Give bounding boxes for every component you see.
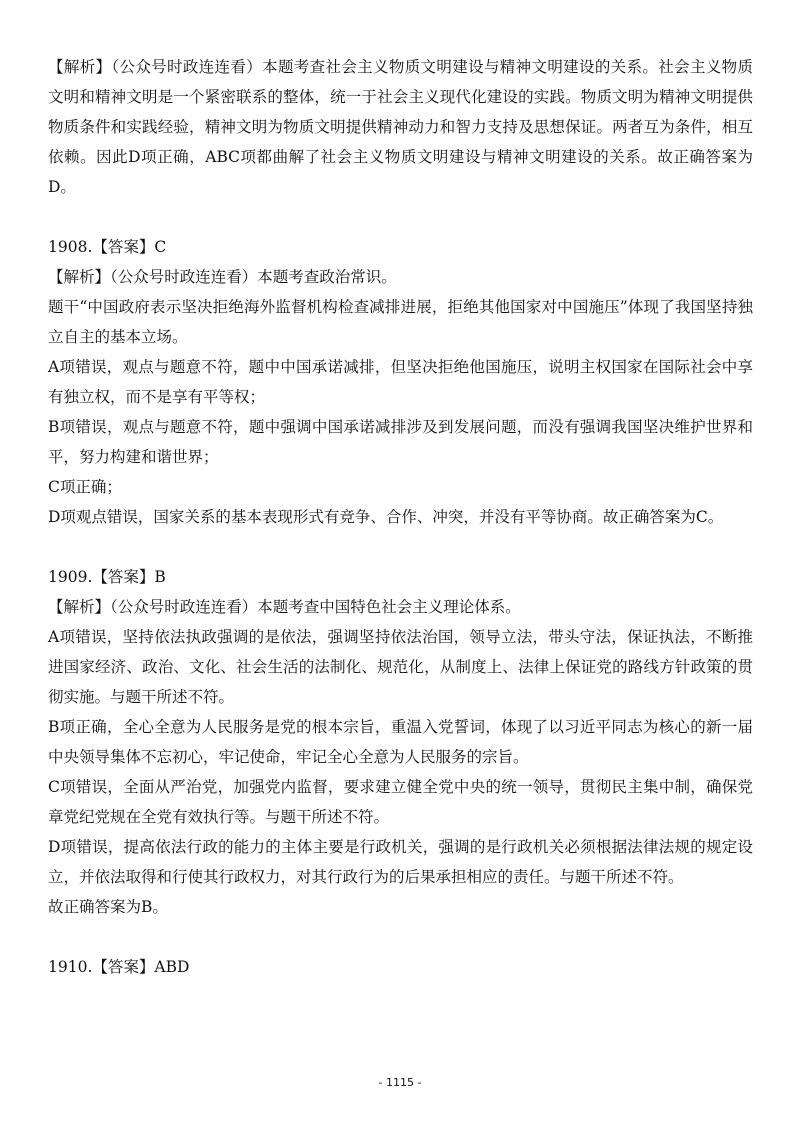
q1909-analysis: 【解析】（公众号时政连连看）本题考查中国特色社会主义理论体系。 <box>48 598 521 616</box>
q1908-option-c: C项正确； <box>48 478 122 496</box>
q1908-option-a: A项错误，观点与题意不符，题中中国承诺减排，但坚决拒绝他国施压，说明主权国家在国际社会中享有独立权，而不是享有平等权； <box>48 358 753 406</box>
document-body <box>48 52 753 982</box>
q1909-option-b: B项正确，全心全意为人民服务是党的根本宗旨，重温入党誓词，体现了以习近平同志为核心的新一届中央领导集体不忘初心，牢记使命，牢记全心全意为人民服务的宗旨。 <box>48 718 753 766</box>
section-gap <box>48 532 753 562</box>
q1909-option-c: C项错误，全面从严治党，加强党内监督，要求建立健全党中央的统一领导，贯彻民主集中制，确保党章党纪党规在全党有效执行等。与题干所述不符。 <box>48 778 753 826</box>
q1908-analysis: 【解析】（公众号时政连连看）本题考查政治常识。 <box>48 268 397 286</box>
q1908-stem: 题干“中国政府表示坚决拒绝海外监督机构检查减排进展，拒绝其他国家对中国施压”体现了我国坚持独立自主的基本立场。 <box>48 298 753 346</box>
section-gap <box>48 202 753 232</box>
q1908-answer: 1908.【答案】C <box>48 238 167 256</box>
q1908-option-d: D项观点错误，国家关系的基本表现形式有竞争、合作、冲突，并没有平等协商。故正确答案为C。 <box>48 508 724 526</box>
q1907-analysis: 【解析】（公众号时政连连看）本题考查社会主义物质文明建设与精神文明建设的关系。社会主义物质文明和精神文明是一个紧密联系的整体，统一于社会主义现代化建设的实践。物质文明为精神文明提供物质条件和实践经验，精神文明为物质文明提供精神动力和智力支持及思想保证。两者互为条件，相互依赖。因此D项正确，ABC项都曲解了社会主义物质文明建设与精神文明建设的关系。故正确答案为D。 <box>48 58 753 196</box>
q1908-option-b: B项错误，观点与题意不符，题中强调中国承诺减排涉及到发展问题，而没有强调我国坚决维护世界和平，努力构建和谐世界； <box>48 418 753 466</box>
q1909-option-d: D项错误，提高依法行政的能力的主体主要是行政机关，强调的是行政机关必须根据法律法规的规定设立，并依法取得和行使其行政权力，对其行政行为的后果承担相应的责任。与题干所述不符。 <box>48 838 753 886</box>
page-number: - 1115 - <box>378 1076 422 1089</box>
q1910-answer: 1910.【答案】ABD <box>48 958 190 976</box>
section-gap <box>48 922 753 952</box>
q1909-conclusion: 故正确答案为B。 <box>48 898 168 916</box>
q1909-answer: 1909.【答案】B <box>48 568 166 586</box>
q1909-option-a: A项错误，坚持依法执政强调的是依法，强调坚持依法治国，领导立法，带头守法，保证执法，不断推进国家经济、政治、文化、社会生活的法制化、规范化，从制度上、法律上保证党的路线方针政策的贯彻实施。与题干所述不符。 <box>48 628 753 706</box>
